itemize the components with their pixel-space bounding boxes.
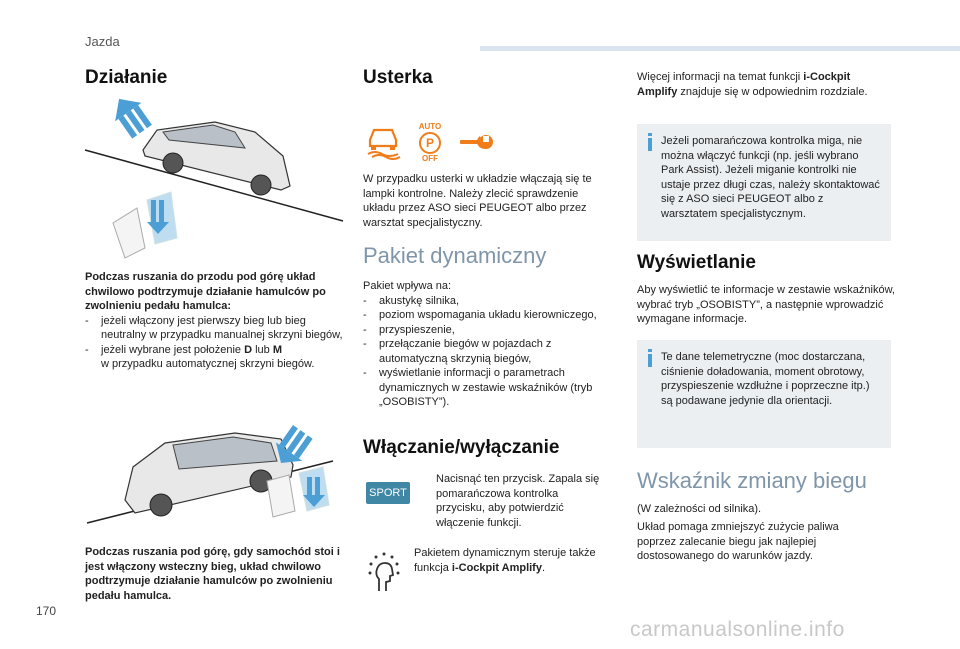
wlaczanie-block [420,472,610,530]
section-title-wlaczanie: Włączanie/wyłączanie [363,437,560,458]
info-box-text: Te dane telemetryczne (moc dostarczana, ciśnienie doładowania, moment obrotowy, przyspieszenie wzdłużne i poprzeczne itp.) są podawane jedynie dla orientacji. [661,351,870,407]
wyswietlanie-text: Aby wyświetlić te informacje w zestawie wskaźników, wybrać tryb „OSOBISTY”, a następnie wprowadzić wymagane informacje. [637,284,895,325]
section-title-wskaznik: Wskaźnik zmiany biegu [637,468,867,493]
info-icon [648,354,652,367]
wskaznik-note: (W zależności od silnika). [637,503,762,515]
section-header: Jazda [85,34,120,49]
pakiet-block [363,279,613,410]
list-item: - jeżeli wybrane jest położenie D lub M w przypadku automatycznej skrzyni biegów. [85,343,345,372]
list-item: - przyspieszenie, [363,323,613,338]
section-title-usterka: Usterka [363,67,433,88]
watermark: carmanualsonline.info [630,618,845,641]
section-title-wyswietlanie: Wyświetlanie [637,252,756,273]
caption-forward-bold: Podczas ruszania do przodu pod górę układ chwilowo podtrzymuje działanie hamulców po zwolnieniu pedału hamulca: [85,271,326,312]
list-item: - jeżeli włączony jest pierwszy bieg lub bieg neutralny w przypadku manualnej skrzyni biegów, [85,314,345,343]
wskaznik-text: Układ pomaga zmniejszyć zużycie paliwa poprzez zalecanie biegu jak najlepiej dostosowanego do warunków jazdy. [637,521,839,562]
auto-park-off-warning-icon: AUTO P OFF [418,122,442,163]
list-item: - poziom wspomagania układu kierowniczego, [363,308,613,323]
list-item: - wyświetlanie informacji o parametrach dynamicznych w zestawie wskaźników (tryb „OSOBISTY”). [363,366,613,410]
page-number: 170 [36,604,57,618]
info-icon [648,138,652,151]
cockpit-intro: Więcej informacji na temat funkcji i-Cockpit Amplify znajduje się w odpowiednim rozdziale. [637,71,868,98]
cockpit-text: Pakietem dynamicznym steruje także funkcja i-Cockpit Amplify. [414,547,596,574]
wlaczanie-text: Nacisnąć ten przycisk. Zapala się pomarańczowa kontrolka przycisku, aby potwierdzić włączenie funkcji. [436,473,600,529]
info-box-blinking [637,124,891,241]
info-box-telemetry [637,340,891,448]
header-bar [480,46,960,51]
i-cockpit-amplify-icon [367,551,403,593]
pakiet-list [363,294,613,410]
car-uphill-reverse-illustration [85,395,345,535]
caption-forward-list [85,314,345,372]
usterka-text: W przypadku usterki w układzie włączają się te lampki kontrolne. Należy zlecić sprawdzenie układu przez ASO sieci PEUGEOT albo przez warsztat specjalistyczny. [363,173,592,229]
sport-button[interactable]: SPORT [366,482,410,504]
service-wrench-warning-icon [458,132,492,152]
section-title-pakiet-dynamiczny: Pakiet dynamiczny [363,243,547,268]
car-uphill-forward-illustration [85,108,345,268]
caption-reverse-uphill: Podczas ruszania pod górę, gdy samochód stoi i jest włączony wsteczny bieg, układ chwilowo podtrzymuje działanie hamulców po zwolnieniu pedału hamulca. [85,546,340,602]
info-box-text: Jeżeli pomarańczowa kontrolka miga, nie można włączyć funkcji (np. jeśli wybrano Park Assist). Jeżeli miganie kontrolki nie ustaje przez długi czas, należy skontaktować się z ASO sieci PEUGEOT albo z warsztatem specjalistycznym. [661,135,880,220]
list-item: - przełączanie biegów w pojazdach z automatyczną skrzynią biegów, [363,337,613,366]
caption-forward-uphill [85,270,345,372]
pakiet-intro: Pakiet wpływa na: [363,280,452,292]
hill-assist-warning-icon [366,126,400,158]
list-item: - akustykę silnika, [363,294,613,309]
section-title-dzialanie: Działanie [85,67,168,88]
